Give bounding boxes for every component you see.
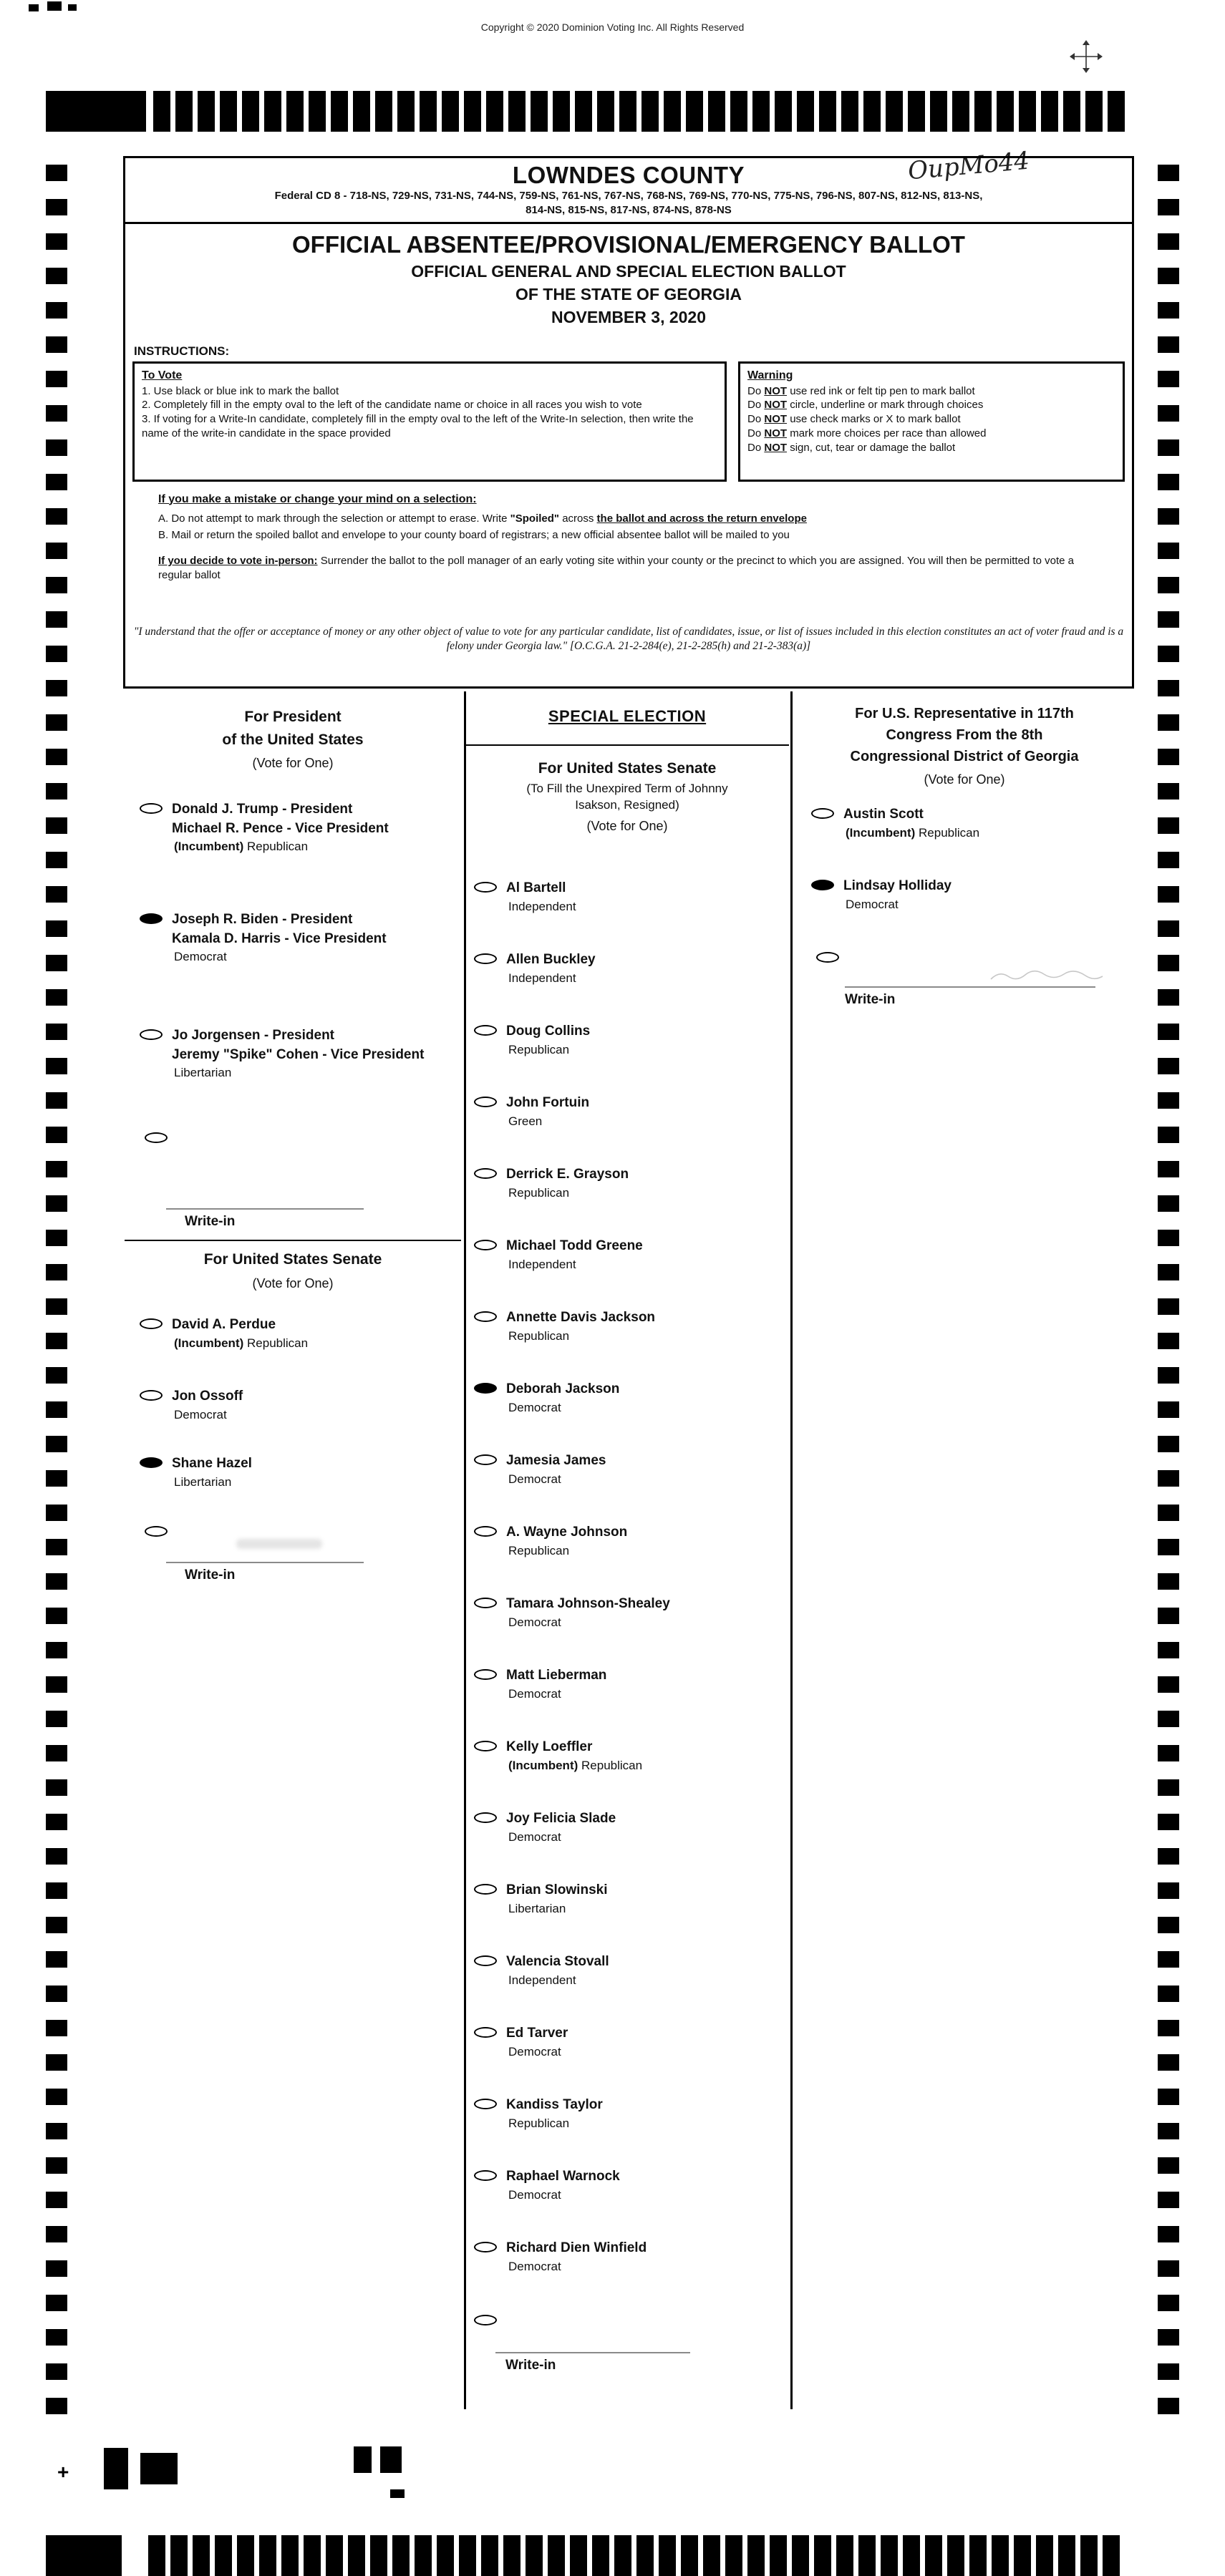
ballot-oval[interactable] [474, 1168, 497, 1179]
contest-divider [125, 1240, 461, 1241]
candidate-name: Valencia Stovall [506, 1954, 609, 1969]
candidate-text [506, 1809, 616, 1846]
ballot-oval[interactable] [474, 2027, 497, 2038]
vote-for-note: (Vote for One) [924, 772, 1005, 787]
mistake-a-mid: across [559, 512, 597, 525]
candidate-name: Jo Jorgensen - President [172, 1028, 335, 1043]
party-label: Green [508, 1114, 543, 1128]
candidate-text [506, 1881, 607, 1918]
warning-rest: use red ink or felt tip pen to mark ballot [790, 384, 975, 397]
candidate-entry [474, 1094, 589, 1130]
candidate-name: Annette Davis Jackson [506, 1310, 656, 1325]
special-election-banner: SPECIAL ELECTION [548, 707, 707, 725]
candidate-name: Shane Hazel [172, 1456, 252, 1471]
ballot-oval[interactable] [140, 1318, 163, 1329]
candidate-text [506, 1237, 643, 1273]
party-label: Independent [508, 1257, 576, 1271]
ballot-oval[interactable] [140, 1457, 163, 1468]
candidate-party [172, 838, 389, 856]
candidate-name: Richard Dien Winfield [506, 2240, 647, 2255]
party-label: Republican [247, 840, 309, 854]
candidate-entry [474, 2096, 603, 2132]
ballot-oval[interactable] [474, 1598, 497, 1608]
ballot-subtitle-2: OF THE STATE OF GEORGIA [515, 284, 742, 303]
candidate-party [506, 1972, 609, 1990]
ballot-code-mark [390, 2489, 405, 2498]
ballot-oval[interactable] [140, 1029, 163, 1040]
candidate-party [843, 825, 979, 842]
candidate-name: Ed Tarver [506, 2026, 568, 2041]
column-divider [464, 691, 466, 2409]
warning-rest: circle, underline or mark through choices [790, 399, 984, 412]
candidate-name: Raphael Warnock [506, 2169, 620, 2184]
ballot-oval[interactable] [474, 1097, 497, 1107]
scan-scribble [988, 965, 1117, 986]
ballot-code-mark [380, 2446, 402, 2473]
party-label: Democrat [174, 950, 227, 964]
candidate-text [843, 877, 952, 913]
registration-plus-mark: + [57, 2461, 69, 2483]
party-label: Democrat [508, 2187, 561, 2202]
candidate-entry [474, 1666, 606, 1703]
candidate-party [506, 2187, 620, 2205]
party-label: Democrat [508, 1615, 561, 1629]
candidate-name: Austin Scott [843, 807, 924, 822]
ballot-header-box [123, 156, 1134, 689]
party-label: Libertarian [508, 1901, 566, 1915]
candidate-text [506, 1308, 655, 1345]
contest-divider [465, 744, 789, 746]
party-label: Democrat [508, 1400, 561, 1414]
candidate-name: John Fortuin [506, 1095, 590, 1110]
contest-title-line: For United States Senate [538, 760, 717, 777]
warning-pre: Do [747, 384, 762, 397]
candidate-entry [474, 2167, 620, 2204]
candidate-name: A. Wayne Johnson [506, 1525, 628, 1540]
mistake-a-spoiled: "Spoiled" [510, 512, 560, 525]
contest-title-line: For President [244, 709, 342, 725]
candidate-name: Doug Collins [506, 1024, 591, 1039]
candidate-entry [140, 910, 387, 966]
in-person-note [158, 554, 1103, 583]
party-label: Democrat [174, 1407, 227, 1421]
contest-title-line: For United States Senate [203, 1251, 382, 1268]
contest-title-house [792, 703, 1137, 789]
ballot-oval[interactable] [474, 1955, 497, 1966]
contest-title-line: Congress From the 8th [886, 727, 1043, 743]
candidate-text [506, 2096, 603, 2132]
party-label: Democrat [508, 2044, 561, 2059]
candidate-text [506, 1953, 609, 1989]
registration-mark-icon [1070, 40, 1103, 73]
candidate-entry [474, 951, 596, 987]
party-label: Democrat [846, 897, 899, 911]
candidate-entry [474, 1380, 619, 1416]
scan-artifact [47, 1, 62, 11]
candidate-entry [811, 877, 952, 913]
candidate-text [172, 1026, 424, 1082]
candidate-party [506, 898, 576, 916]
candidate-name: Al Bartell [506, 880, 566, 895]
candidate-text [506, 2167, 620, 2204]
party-incumbent: (Incumbent) [508, 1758, 578, 1772]
warning-pre: Do [747, 413, 762, 426]
candidate-party [506, 970, 596, 988]
warning-item [747, 398, 1115, 412]
ballot-oval[interactable] [811, 880, 834, 890]
warning-item [747, 441, 1115, 455]
ballot-oval[interactable] [140, 913, 163, 924]
timing-marks-right [1158, 165, 1179, 2414]
in-person-heading: If you decide to vote in-person: [158, 555, 318, 567]
party-label: Republican [581, 1758, 643, 1772]
warning-title: Warning [747, 369, 793, 381]
ballot-code-mark [140, 2453, 178, 2484]
candidate-text [172, 1387, 243, 1424]
candidate-name: Derrick E. Grayson [506, 1167, 629, 1182]
warning-item [747, 412, 1115, 427]
candidate-entry [474, 879, 576, 915]
ballot-code-mark [354, 2446, 372, 2473]
candidate-entry [474, 1523, 627, 1560]
candidate-party [172, 1064, 424, 1082]
write-in-oval[interactable] [145, 1526, 168, 1537]
party-label: Democrat [508, 1686, 561, 1701]
candidate-party [506, 1041, 590, 1059]
candidate-party [506, 1256, 643, 1274]
candidate-entry [140, 1387, 243, 1424]
ballot-oval[interactable] [474, 1311, 497, 1322]
candidate-name: Kandiss Taylor [506, 2097, 603, 2112]
candidate-text [506, 1452, 606, 1488]
party-label: Independent [508, 1973, 576, 1987]
candidate-name: Allen Buckley [506, 952, 596, 967]
candidate-entry [140, 1026, 424, 1082]
ballot-title: OFFICIAL ABSENTEE/PROVISIONAL/EMERGENCY BALLOT [292, 230, 965, 258]
vote-for-note: (Vote for One) [252, 1275, 334, 1291]
timing-mark-block [46, 2535, 122, 2576]
ballot-oval[interactable] [474, 2099, 497, 2109]
warning-not: NOT [764, 399, 788, 412]
ballot-oval[interactable] [474, 1454, 497, 1465]
header-divider [125, 222, 1132, 224]
candidate-entry [474, 1452, 606, 1488]
handwritten-annotation: OupMo44 [906, 146, 1031, 186]
candidate-party [506, 1542, 627, 1560]
candidate-party [506, 1471, 606, 1489]
candidate-entry [474, 1022, 590, 1059]
to-vote-box [132, 361, 727, 482]
candidate-party [172, 1335, 308, 1353]
candidate-party [172, 1474, 252, 1492]
party-label: Democrat [508, 1472, 561, 1486]
ballot-oval[interactable] [474, 1383, 497, 1394]
candidate-text [506, 2024, 568, 2061]
candidate-entry [474, 1595, 670, 1631]
warning-pre: Do [747, 399, 762, 412]
candidate-entry [474, 1165, 629, 1202]
candidate-name: Kelly Loeffler [506, 1739, 593, 1754]
ballot-oval[interactable] [474, 1884, 497, 1895]
mistake-line-b: B. Mail or return the spoiled ballot and envelope to your county board of registrars; a new official absentee ballot will be mailed to you [158, 528, 790, 541]
party-incumbent: (Incumbent) [174, 840, 244, 854]
candidate-party [506, 1900, 607, 1918]
contest-subtitle: Isakson, Resigned) [575, 798, 679, 812]
warning-rest: mark more choices per race than allowed [790, 427, 987, 439]
candidate-entry [474, 1738, 642, 1774]
candidate-text [506, 1523, 627, 1560]
scan-artifact [29, 4, 39, 11]
candidate-text [843, 805, 979, 842]
mistake-a-pre: A. Do not attempt to mark through the selection or attempt to erase. Write [158, 512, 510, 525]
party-label: Republican [508, 1185, 570, 1200]
write-in-oval[interactable] [474, 2315, 497, 2325]
candidate-party [506, 1113, 589, 1131]
write-in-line[interactable] [166, 1208, 364, 1210]
vote-for-note: (Vote for One) [252, 756, 334, 770]
write-in-oval[interactable] [145, 1132, 168, 1143]
candidate-entry [474, 2024, 568, 2061]
to-vote-item: 1. Use black or blue ink to mark the ballot [142, 384, 339, 397]
ballot-oval[interactable] [811, 808, 834, 819]
candidate-entry [140, 1454, 252, 1491]
candidate-text [506, 951, 596, 987]
candidate-text [506, 1595, 670, 1631]
write-in-label: Write-in [505, 2358, 556, 2373]
candidate-name: Deborah Jackson [506, 1381, 620, 1396]
county-title: LOWNDES COUNTY [512, 162, 745, 188]
warning-pre: Do [747, 427, 762, 439]
candidate-entry [474, 1881, 607, 1918]
ballot-oval[interactable] [474, 882, 497, 893]
ballot-oval[interactable] [140, 1390, 163, 1401]
to-vote-item: 3. If voting for a Write-In candidate, completely fill in the empty oval to the left of the Write-In selection, then write the name of the write-in candidate in the space provided [142, 413, 694, 439]
ballot-code-mark [104, 2448, 128, 2489]
candidate-text [506, 1738, 642, 1774]
write-in-label: Write-in [185, 1214, 236, 1229]
candidate-party [506, 2115, 603, 2133]
mistake-heading: If you make a mistake or change your mind on a selection: [158, 492, 477, 505]
contest-title-line: Congressional District of Georgia [850, 749, 1079, 764]
candidate-name: Brian Slowinski [506, 1882, 608, 1897]
candidate-name: Matt Lieberman [506, 1668, 607, 1683]
warning-rest: sign, cut, tear or damage the ballot [790, 441, 956, 454]
scan-artifact [68, 4, 77, 11]
candidate-entry [474, 2239, 647, 2275]
candidate-party [506, 1686, 606, 1703]
warning-not: NOT [764, 427, 788, 439]
write-in-oval[interactable] [816, 952, 839, 963]
instructions-label: INSTRUCTIONS: [134, 344, 230, 358]
vote-for-note: (Vote for One) [586, 819, 668, 834]
candidate-text [506, 1666, 606, 1703]
candidate-text [506, 1094, 589, 1130]
mistake-line-a [158, 512, 1103, 526]
party-label: Democrat [508, 2259, 561, 2273]
scan-smudge [236, 1539, 322, 1549]
instructions-boxes [132, 361, 1125, 482]
candidate-party [172, 1406, 243, 1424]
candidate-name: David A. Perdue [172, 1317, 276, 1332]
party-incumbent: (Incumbent) [846, 825, 916, 840]
candidate-text [172, 1454, 252, 1491]
candidate-text [506, 879, 576, 915]
write-in-line[interactable] [845, 986, 1095, 988]
ballot-oval[interactable] [140, 803, 163, 814]
mistake-a-emph: the ballot and across the return envelope [596, 512, 807, 525]
candidate-party [506, 1614, 670, 1632]
candidate-name: Jamesia James [506, 1453, 606, 1468]
candidate-name: Joy Felicia Slade [506, 1811, 616, 1826]
party-label: Republican [919, 825, 980, 840]
candidate-name: Joseph R. Biden - President [172, 912, 353, 927]
warning-rest: use check marks or X to mark ballot [790, 413, 961, 426]
candidate-entry [140, 800, 389, 856]
candidate-party [506, 1185, 629, 1202]
warning-item [747, 427, 1115, 441]
candidate-entry [140, 1316, 308, 1352]
contest-title-president [123, 706, 463, 773]
contest-title-special-senate [465, 757, 789, 836]
timing-marks-left [46, 165, 67, 2414]
candidate-text [506, 1022, 590, 1059]
warning-not: NOT [764, 384, 788, 397]
candidate-name: Tamara Johnson-Shealey [506, 1596, 670, 1611]
party-label: Republican [508, 1328, 570, 1343]
federal-cd-line2: 814-NS, 815-NS, 817-NS, 874-NS, 878-NS [526, 204, 732, 217]
candidate-name: Michael Todd Greene [506, 1238, 643, 1253]
timing-marks-bottom [148, 2535, 1120, 2576]
candidate-party [506, 1399, 619, 1417]
ballot-date: NOVEMBER 3, 2020 [551, 307, 707, 326]
party-label: Independent [508, 899, 576, 913]
candidate-entry [474, 1953, 609, 1989]
candidate-entry [811, 805, 979, 842]
warning-not: NOT [764, 413, 788, 426]
ballot-oval[interactable] [474, 2242, 497, 2252]
candidate-party [506, 1757, 642, 1775]
party-label: Libertarian [174, 1474, 232, 1489]
ballot-oval[interactable] [474, 953, 497, 964]
warning-not: NOT [764, 441, 788, 454]
candidate-text [172, 1316, 308, 1352]
warning-pre: Do [747, 441, 762, 454]
candidate-party [506, 2043, 568, 2061]
party-label: Republican [247, 1336, 309, 1350]
ballot-subtitle-1: OFFICIAL GENERAL AND SPECIAL ELECTION BALLOT [411, 261, 846, 281]
warning-item [747, 384, 1115, 399]
contest-subtitle: (To Fill the Unexpired Term of Johnny [526, 781, 728, 795]
candidate-text [506, 1165, 629, 1202]
warning-box [738, 361, 1125, 482]
party-incumbent: (Incumbent) [174, 1336, 244, 1350]
write-in-label: Write-in [185, 1568, 236, 1583]
copyright-text: Copyright © 2020 Dominion Voting Inc. All Rights Reserved [480, 21, 745, 33]
candidate-party [506, 1328, 655, 1346]
party-label: Republican [508, 1543, 570, 1557]
candidate-entry [474, 1237, 643, 1273]
candidate-name: Jon Ossoff [172, 1389, 243, 1404]
in-person-text: Surrender the ballot to the poll manager of an early voting site within your county or the precinct to which you are assigned. You will then be permitted to vote a regular ballot [158, 555, 1074, 582]
ballot-oval[interactable] [474, 1025, 497, 1036]
column-divider [790, 691, 793, 2409]
ballot-oval[interactable] [474, 1812, 497, 1823]
to-vote-item: 2. Completely fill in the empty oval to the left of the candidate name or choice in all races you wish to vote [142, 399, 642, 412]
candidate-text [506, 1380, 619, 1416]
ballot-oval[interactable] [474, 1526, 497, 1537]
candidate-party [506, 1829, 616, 1847]
write-in-line[interactable] [166, 1562, 364, 1563]
candidate-party [172, 948, 387, 966]
ballot-oval[interactable] [474, 1741, 497, 1751]
candidate-party [843, 896, 952, 914]
candidate-name: Lindsay Holliday [843, 878, 952, 893]
candidate-text [506, 2239, 647, 2275]
candidate-name: Donald J. Trump - President [172, 802, 353, 817]
candidate-name: Michael R. Pence - Vice President [172, 820, 389, 836]
timing-mark-block [46, 91, 146, 132]
contest-title-senate [123, 1248, 463, 1293]
to-vote-title: To Vote [142, 369, 183, 381]
timing-marks-top [153, 91, 1125, 132]
contest-title-line: For U.S. Representative in 117th [855, 706, 1074, 721]
ballot-oval[interactable] [474, 1240, 497, 1250]
candidate-entry [474, 1308, 655, 1345]
ballot-oval[interactable] [474, 1669, 497, 1680]
party-label: Independent [508, 971, 576, 985]
write-in-label: Write-in [845, 992, 896, 1007]
candidate-name: Jeremy "Spike" Cohen - Vice President [172, 1046, 425, 1062]
federal-cd-line1: Federal CD 8 - 718-NS, 729-NS, 731-NS, 744-NS, 759-NS, 761-NS, 767-NS, 768-NS, 769-NS, 770-NS, 775-NS, 796-NS, 807-NS, 812-NS, 813-NS, [274, 190, 983, 202]
party-label: Republican [508, 1042, 570, 1056]
party-label: Republican [508, 2116, 570, 2130]
candidate-entry [474, 1809, 616, 1846]
felony-statement: "I understand that the offer or acceptance of money or any other object of value to vote for any particular candidate, list of candidates, issue, or list of issues included in this election constitutes an act of voter fraud and is a felony under Georgia law." [O.C.G.A. 21-2-284(e), 21-2-285(h) and 21-2-383(a)] [133, 625, 1124, 652]
party-label: Democrat [508, 1829, 561, 1844]
ballot-oval[interactable] [474, 2170, 497, 2181]
contest-title-line: of the United States [222, 731, 364, 748]
candidate-name: Kamala D. Harris - Vice President [172, 930, 387, 946]
candidate-party [506, 2258, 647, 2276]
candidate-text [172, 800, 389, 856]
party-label: Libertarian [174, 1066, 232, 1080]
write-in-line[interactable] [495, 2352, 690, 2353]
candidate-text [172, 910, 387, 966]
